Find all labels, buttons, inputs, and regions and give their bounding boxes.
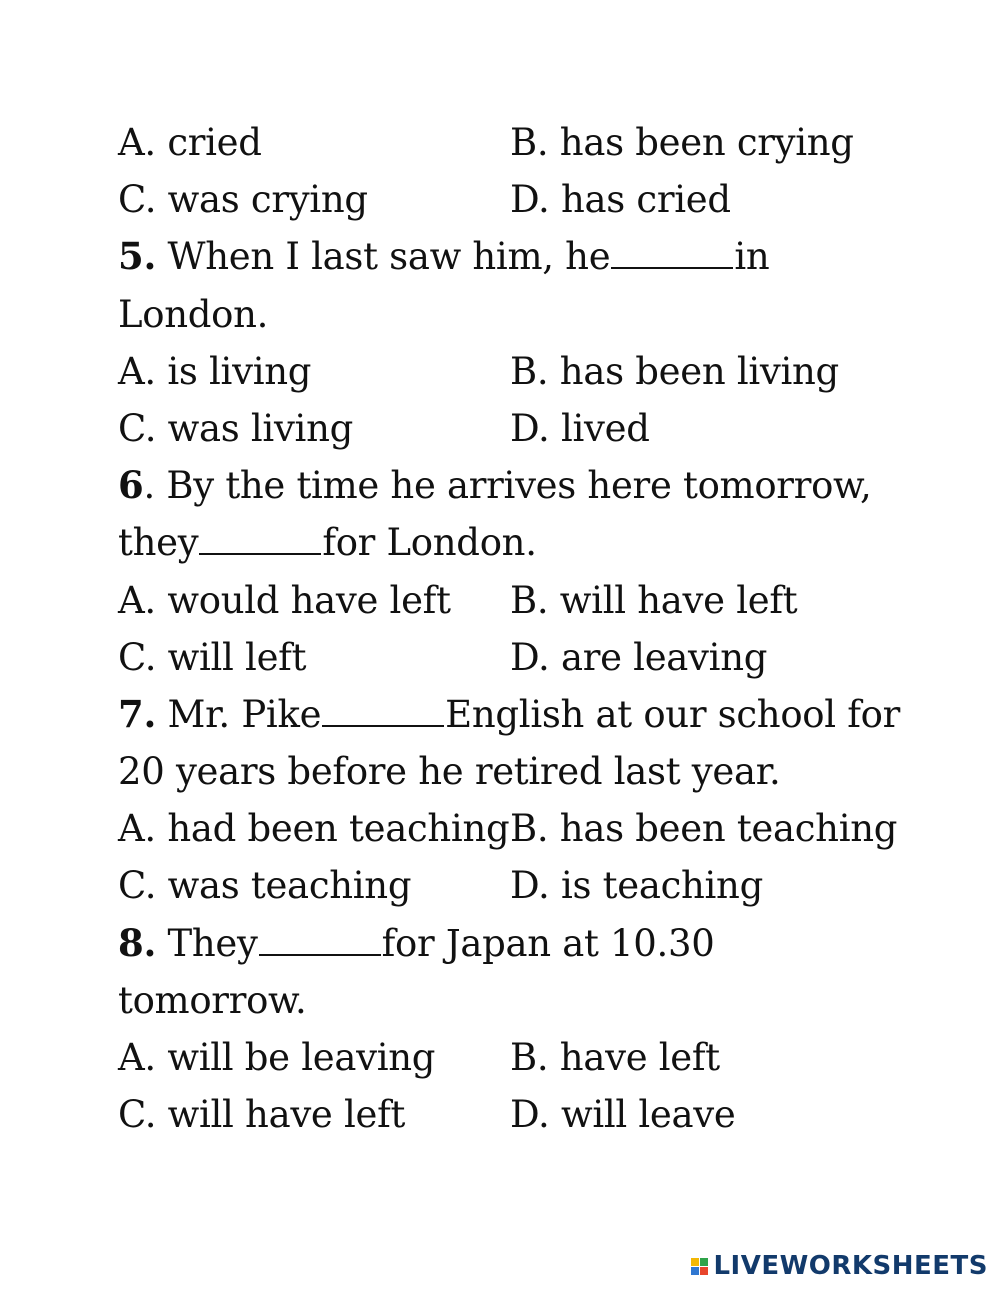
q8-text-after: for Japan at 10.30 xyxy=(381,921,715,965)
q6-option-a[interactable]: A. would have left xyxy=(118,578,451,622)
q7-option-a[interactable]: A. had been teaching xyxy=(118,807,510,851)
q8-option-a[interactable]: A. will be leaving xyxy=(118,1036,436,1079)
q4-options-row-2 xyxy=(118,171,918,228)
q7-text-after: English at our school for xyxy=(445,692,901,736)
q7-answer-blank[interactable] xyxy=(322,695,444,727)
q6-text-line-1: . By the time he arrives here tomorrow, xyxy=(143,464,872,508)
q8-options-row-1 xyxy=(118,1029,918,1086)
liveworksheets-logo-icon xyxy=(691,1258,708,1275)
q8-option-d[interactable]: D. will leave xyxy=(510,1093,736,1137)
q6-stem-line-2 xyxy=(118,514,918,571)
q8-stem-line-2: tomorrow. xyxy=(118,978,307,1022)
q8-option-b[interactable]: B. have left xyxy=(510,1036,720,1079)
q4-option-b[interactable]: B. has been crying xyxy=(510,121,854,164)
q5-text-before: When I last saw him, he xyxy=(156,235,611,279)
q6-option-b[interactable]: B. will have left xyxy=(510,578,798,622)
q6-number: 6 xyxy=(118,463,144,508)
q5-number: 5. xyxy=(118,234,157,279)
q8-options-row-2 xyxy=(118,1086,918,1143)
q4-option-a[interactable]: A. cried xyxy=(118,121,262,164)
q5-text-after: in xyxy=(734,235,770,279)
q6-text-before: they xyxy=(118,521,199,565)
liveworksheets-brand xyxy=(691,1251,988,1281)
q7-option-b[interactable]: B. has been teaching xyxy=(510,807,898,851)
q6-options-row-2 xyxy=(118,629,918,686)
q7-stem-line-2: 20 years before he retired last year. xyxy=(118,750,781,794)
q8-text-before: They xyxy=(156,921,258,965)
q5-stem xyxy=(118,228,918,285)
q6-text-after: for London. xyxy=(322,521,537,565)
q7-options-row-1 xyxy=(118,800,918,857)
q8-option-c[interactable]: C. will have left xyxy=(118,1093,406,1137)
worksheet xyxy=(118,114,918,1143)
q5-options-row-2 xyxy=(118,400,918,457)
q7-options-row-2 xyxy=(118,857,918,914)
q7-option-d[interactable]: D. is teaching xyxy=(510,864,763,908)
q4-option-c[interactable]: C. was crying xyxy=(118,178,368,222)
brand-name: LIVEWORKSHEETS xyxy=(713,1251,988,1281)
q7-stem xyxy=(118,686,918,743)
q7-number: 7. xyxy=(118,691,157,736)
q8-stem xyxy=(118,915,918,972)
q5-option-a[interactable]: A. is living xyxy=(118,349,312,393)
q5-option-b[interactable]: B. has been living xyxy=(510,349,839,393)
q8-number: 8. xyxy=(118,920,157,965)
q5-option-d[interactable]: D. lived xyxy=(510,406,650,450)
q5-answer-blank[interactable] xyxy=(611,237,733,269)
q4-option-d[interactable]: D. has cried xyxy=(510,178,731,222)
q6-stem xyxy=(118,457,918,514)
q5-option-c[interactable]: C. was living xyxy=(118,406,354,450)
q6-option-d[interactable]: D. are leaving xyxy=(510,635,768,679)
q6-options-row-1 xyxy=(118,572,918,629)
q8-answer-blank[interactable] xyxy=(259,924,381,956)
q5-options-row-1 xyxy=(118,343,918,400)
q7-text-before: Mr. Pike xyxy=(156,692,322,736)
q7-option-c[interactable]: C. was teaching xyxy=(118,864,412,908)
q4-options-row-1 xyxy=(118,114,918,171)
q6-answer-blank[interactable] xyxy=(199,523,321,555)
q6-option-c[interactable]: C. will left xyxy=(118,635,307,679)
q5-stem-line-2: London. xyxy=(118,292,269,336)
